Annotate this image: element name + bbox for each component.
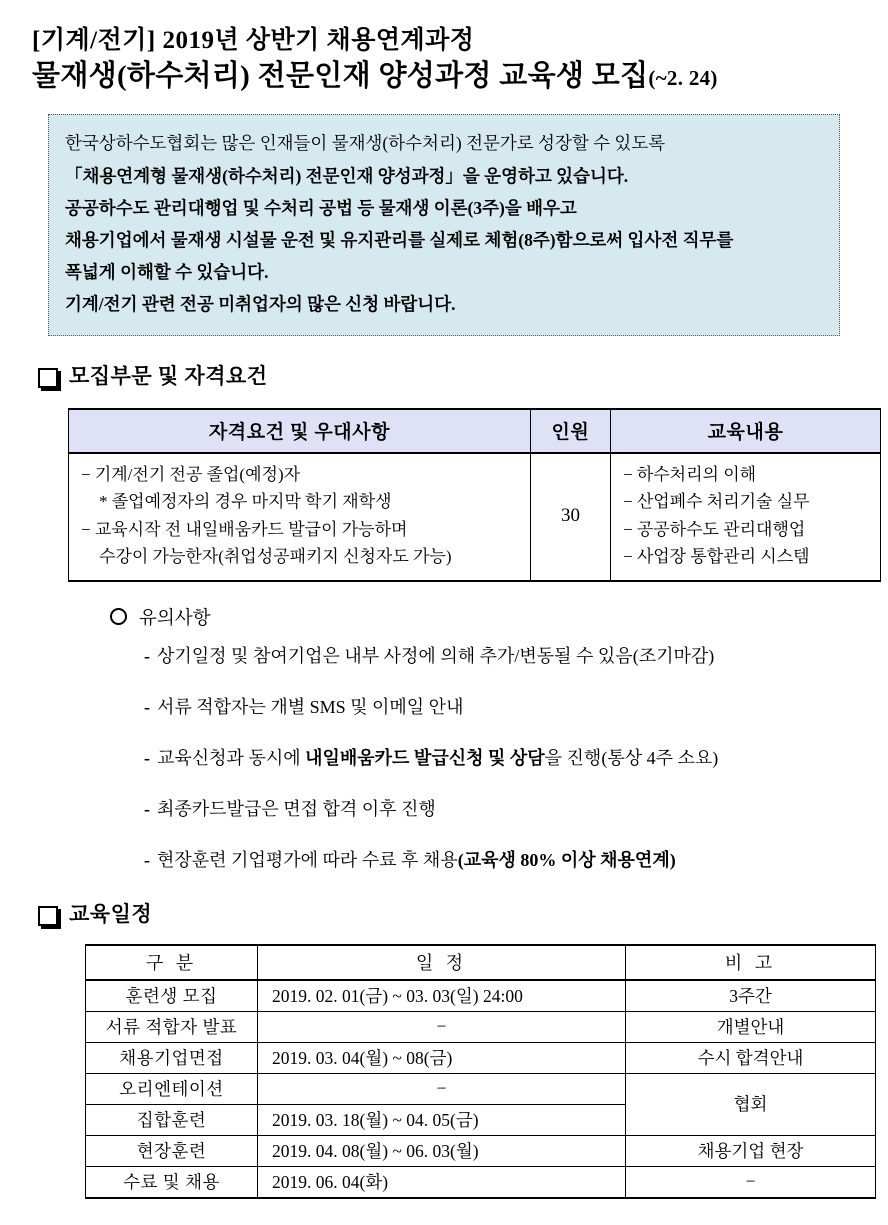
- qualification-table: [68, 408, 881, 582]
- column-header-schedule: 일 정: [258, 945, 626, 980]
- table-row: [86, 980, 876, 1012]
- title-deadline-suffix: (~2. 24): [648, 66, 718, 90]
- table-header-row: [86, 945, 876, 980]
- dash-bullet-icon: -: [144, 645, 150, 666]
- note-item: [144, 746, 858, 771]
- table-row: [86, 1166, 876, 1198]
- note-item: [144, 848, 858, 873]
- circle-bullet-icon: [110, 608, 127, 625]
- table-row: [86, 1042, 876, 1073]
- title-line-1: [기계/전기] 2019년 상반기 채용연계과정: [32, 27, 475, 54]
- note-item: [144, 695, 858, 720]
- title-line-2: [32, 57, 858, 96]
- intro-line: 공공하수도 관리대행업 및 수처리 공법 등 물재생 이론(3주)을 배우고: [65, 197, 577, 218]
- qualification-line-indented: 수강이 가능한자(취업성공패키지 신청자도 가능): [99, 547, 452, 567]
- qualification-line: [69, 488, 530, 516]
- column-header-count: 인원: [531, 409, 611, 453]
- column-header-qualification: 자격요건 및 우대사항: [69, 409, 531, 453]
- notes-title: [110, 604, 858, 630]
- intro-box: [48, 114, 840, 335]
- table-header-row: [69, 409, 881, 453]
- note-text: 상기일정 및 참여기업은 내부 사정에 의해 추가/변동될 수 있음(조기마감): [157, 645, 715, 666]
- schedule-category-cell: 집합훈련: [86, 1104, 258, 1135]
- note-text-emphasis: 내일배움카드 발급신청 및 상담: [305, 748, 545, 769]
- dash-bullet-icon: -: [144, 850, 150, 871]
- column-header-remarks: 비 고: [626, 945, 876, 980]
- note-item: [144, 644, 858, 669]
- schedule-category-cell: 오리엔테이션: [86, 1073, 258, 1104]
- dash-bullet-icon: -: [144, 799, 150, 820]
- qualification-line: [69, 543, 530, 571]
- intro-line: 「채용연계형 물재생(하수처리) 전문인재 양성과정」을 운영하고 있습니다.: [65, 165, 629, 186]
- schedule-remark-cell: 협회: [626, 1073, 876, 1135]
- notes-title-label: 유의사항: [139, 608, 211, 629]
- schedule-remark-cell: −: [626, 1166, 876, 1198]
- schedule-category-cell: 서류 적합자 발표: [86, 1011, 258, 1042]
- section-heading-label: 교육일정: [69, 901, 153, 926]
- schedule-remark-cell: 수시 합격안내: [626, 1042, 876, 1073]
- schedule-category-cell: 현장훈련: [86, 1135, 258, 1166]
- note-text: 서류 적합자는 개별 SMS 및 이메일 안내: [157, 696, 464, 717]
- note-text: 최종카드발급은 면접 합격 이후 진행: [157, 799, 436, 820]
- section-heading-recruitment: [38, 363, 858, 390]
- section-heading-label: 모집부문 및 자격요건: [69, 363, 268, 388]
- square-marker-icon: [38, 368, 58, 388]
- curriculum-line: − 공공하수도 관리대행업: [623, 519, 806, 539]
- intro-line: 폭넓게 이해할 수 있습니다.: [65, 262, 269, 283]
- section-heading-schedule: [38, 901, 858, 928]
- schedule-table: [85, 944, 876, 1199]
- schedule-date-cell: −: [258, 1073, 626, 1104]
- intro-line: 한국상하수도협회는 많은 인재들이 물재생(하수처리) 전문가로 성장할 수 있도록: [65, 133, 666, 154]
- qualification-line-indented: * 졸업예정자의 경우 마지막 학기 재학생: [99, 492, 392, 512]
- curriculum-line: − 하수처리의 이해: [623, 464, 757, 484]
- note-text-tail: 을 진행(통상 4주 소요): [544, 748, 719, 769]
- intro-line: 채용기업에서 물재생 시설물 운전 및 유지관리를 실제로 체험(8주)함으로써 입사전 직무를: [65, 230, 734, 250]
- notes-section: [110, 604, 858, 874]
- qualification-cell: [69, 453, 531, 581]
- schedule-table-wrapper: [85, 944, 875, 1199]
- page-title: [32, 24, 858, 96]
- schedule-category-cell: 수료 및 채용: [86, 1166, 258, 1198]
- title-line-2-main: 물재생(하수처리) 전문인재 양성과정 교육생 모집: [32, 60, 649, 92]
- schedule-date-cell: 2019. 03. 18(월) ~ 04. 05(금): [258, 1104, 626, 1135]
- dash-bullet-icon: -: [144, 696, 150, 717]
- square-marker-icon: [38, 906, 58, 926]
- schedule-category-cell: 채용기업면접: [86, 1042, 258, 1073]
- note-text: 현장훈련 기업평가에 따라 수료 후 채용: [157, 850, 458, 871]
- curriculum-line: − 산업폐수 처리기술 실무: [623, 492, 810, 512]
- schedule-table-body: [86, 980, 876, 1198]
- recruit-count-cell: 30: [531, 453, 611, 581]
- qualification-line: − 기계/전기 전공 졸업(예정)자: [81, 464, 301, 484]
- note-text-emphasis: (교육생 80% 이상 채용연계): [457, 850, 676, 871]
- table-row: [86, 1135, 876, 1166]
- curriculum-line: − 사업장 통합관리 시스템: [623, 547, 810, 567]
- schedule-remark-cell: 3주간: [626, 980, 876, 1012]
- schedule-date-cell: 2019. 02. 01(금) ~ 03. 03(일) 24:00: [258, 980, 626, 1012]
- table-row: [69, 453, 881, 581]
- column-header-category: 구 분: [86, 945, 258, 980]
- schedule-remark-cell: 채용기업 현장: [626, 1135, 876, 1166]
- qualification-line: − 교육시작 전 내일배움카드 발급이 가능하며: [81, 519, 408, 539]
- schedule-remark-cell: 개별안내: [626, 1011, 876, 1042]
- qualification-table-wrapper: [68, 408, 880, 582]
- schedule-date-cell: −: [258, 1011, 626, 1042]
- intro-line: 기계/전기 관련 전공 미취업자의 많은 신청 바랍니다.: [65, 294, 456, 315]
- schedule-category-cell: 훈련생 모집: [86, 980, 258, 1012]
- dash-bullet-icon: -: [144, 748, 150, 769]
- curriculum-cell: [611, 453, 881, 581]
- table-row: [86, 1011, 876, 1042]
- table-row: [86, 1073, 876, 1104]
- schedule-date-cell: 2019. 03. 04(월) ~ 08(금): [258, 1042, 626, 1073]
- schedule-date-cell: 2019. 06. 04(화): [258, 1166, 626, 1198]
- note-item: [144, 797, 858, 822]
- column-header-curriculum: 교육내용: [611, 409, 881, 453]
- schedule-date-cell: 2019. 04. 08(월) ~ 06. 03(월): [258, 1135, 626, 1166]
- note-text: 교육신청과 동시에: [157, 748, 306, 769]
